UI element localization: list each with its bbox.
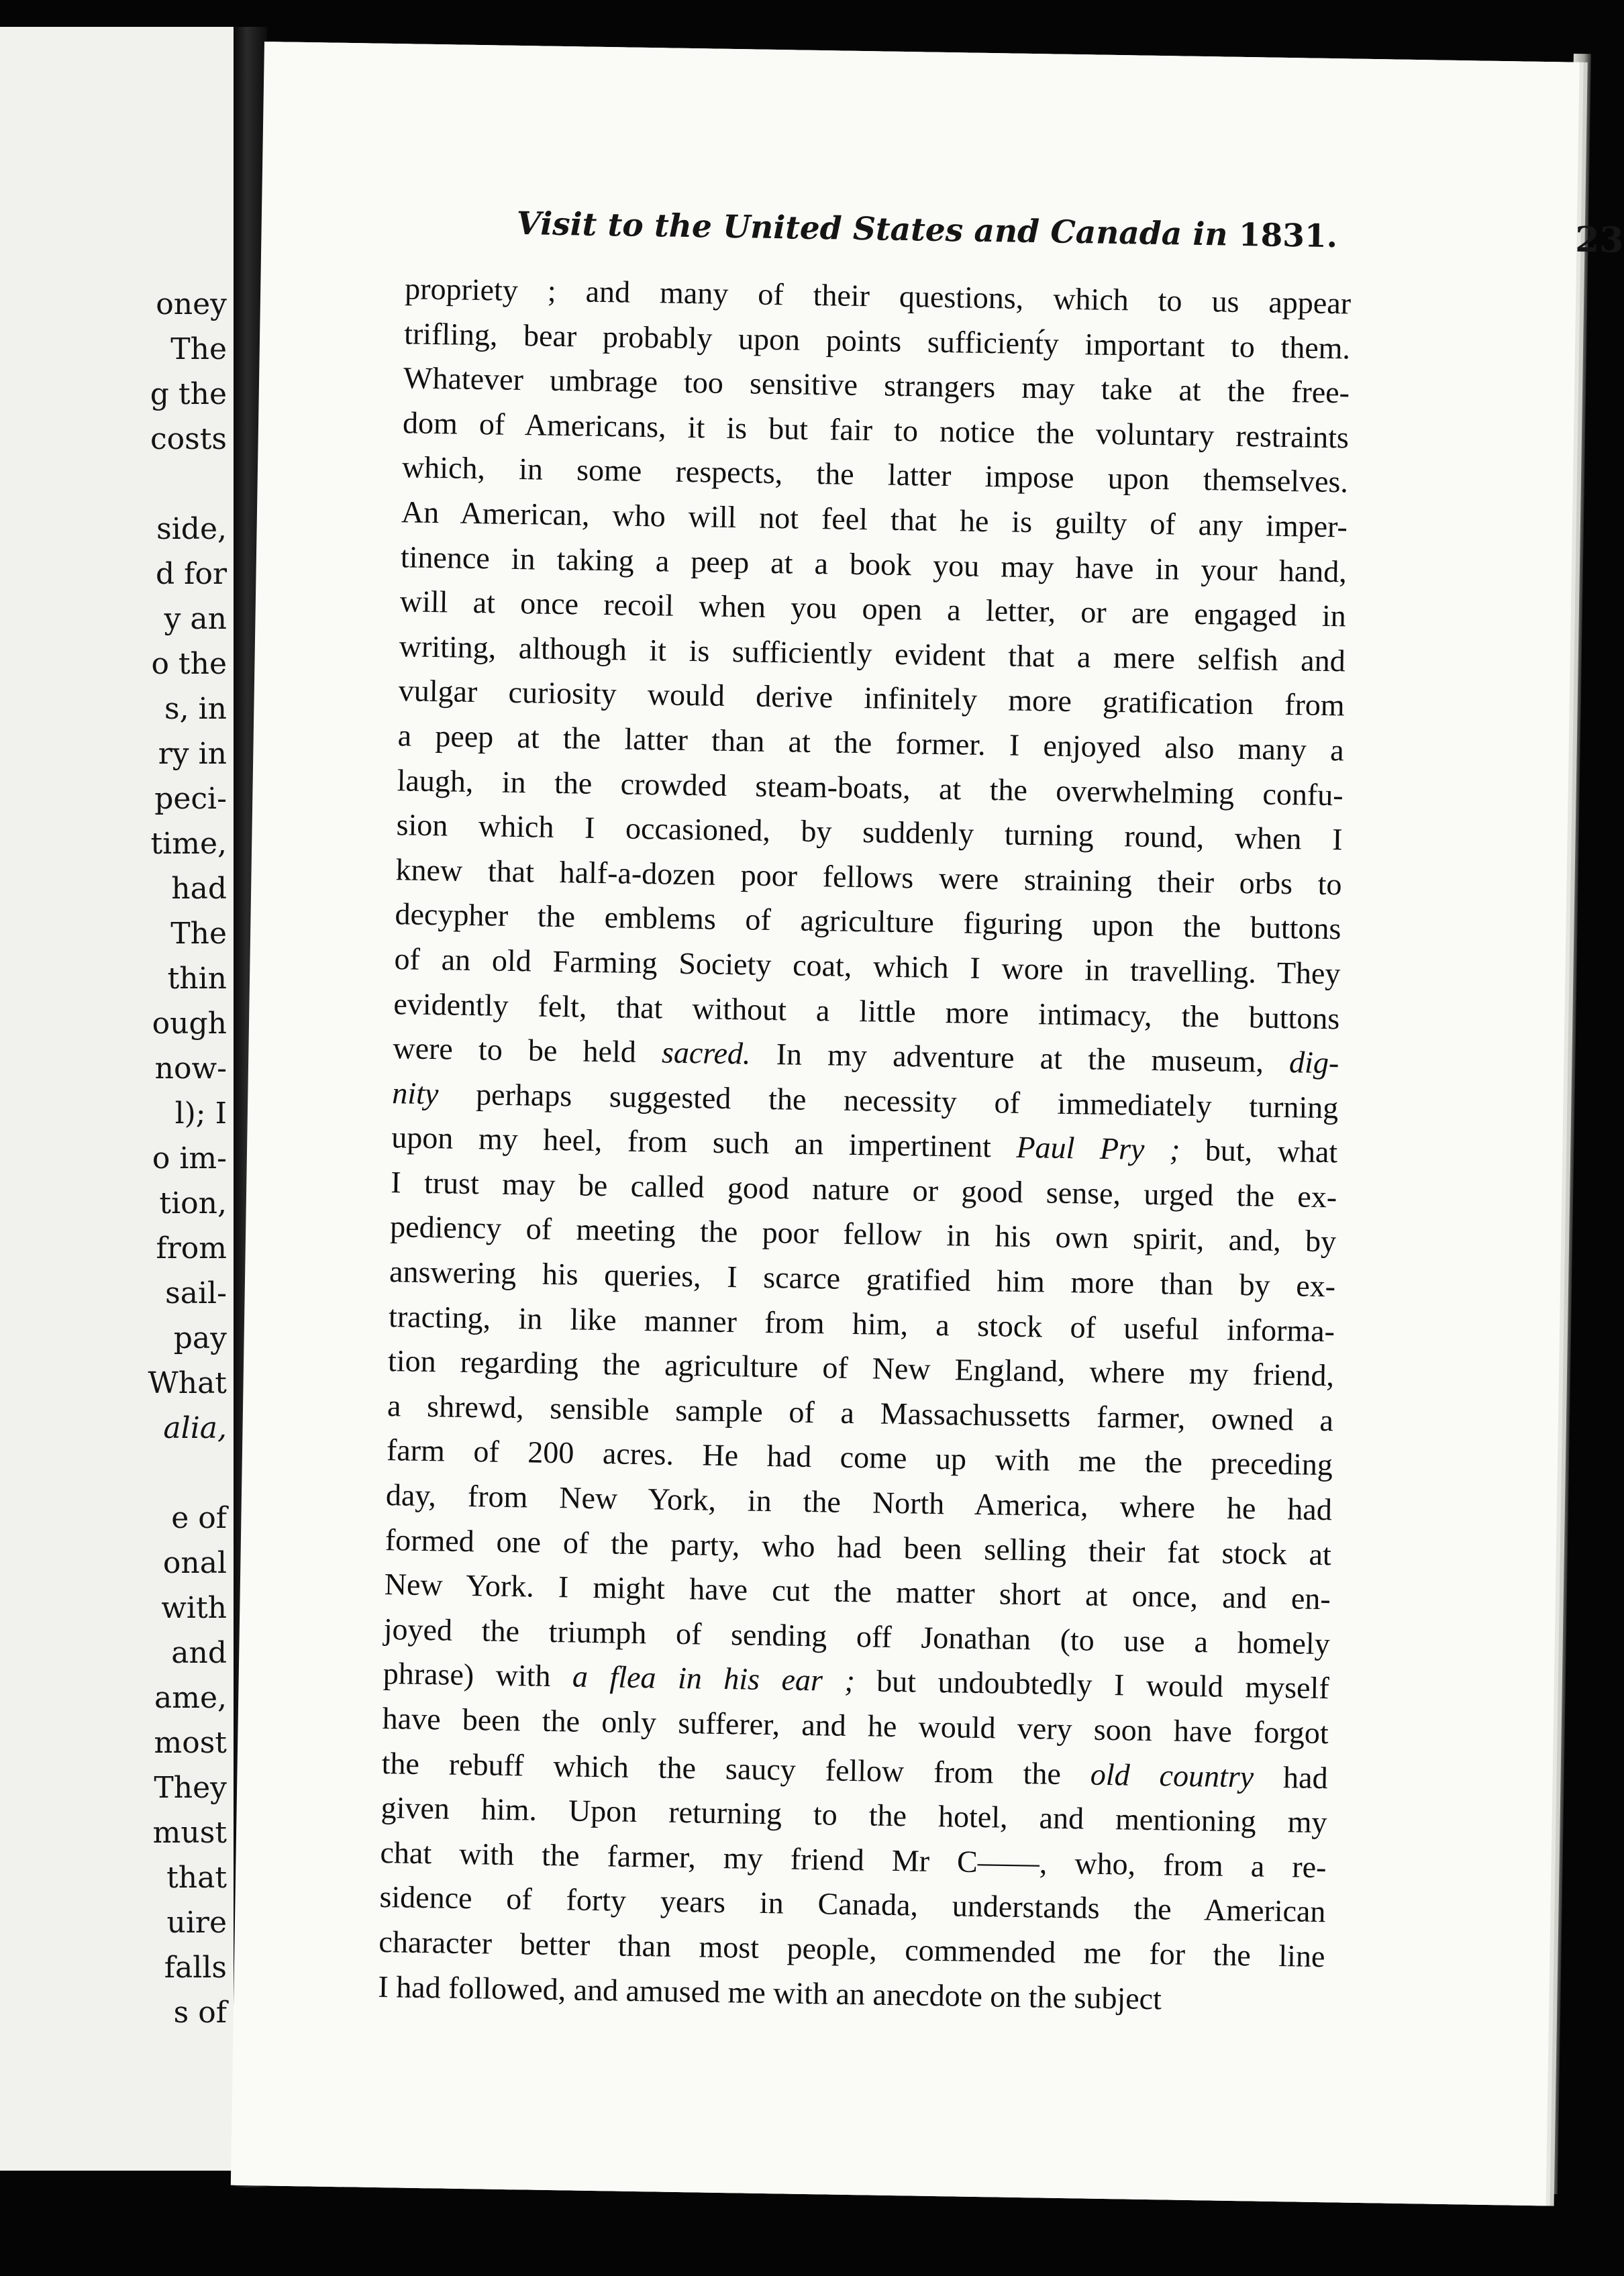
left-page-line: now- [154, 1051, 227, 1086]
left-page-line: most [154, 1726, 227, 1760]
left-page-line: o im- [152, 1141, 227, 1176]
italic-text: sacred. [661, 1035, 751, 1071]
left-page-line: l); I [174, 1096, 227, 1131]
body-text [378, 266, 1352, 2024]
text-segment: I trust may be called good nature or good sense, urged the ex- [390, 1165, 1337, 1214]
text-segment: the rebuff which the saucy fellow from the [381, 1745, 1091, 1792]
left-page-line: alia, [163, 1411, 227, 1445]
italic-text: dig- [1288, 1045, 1339, 1080]
text-segment: which, in some respects, the latter impose upon themselves. [401, 450, 1349, 499]
text-segment: a shrewd, sensible sample of a Massachussetts farmer, owned a [387, 1388, 1334, 1438]
left-page-line [0, 1451, 234, 1496]
text-segment: day, from New York, in the North America, where he had [385, 1478, 1333, 1527]
left-page-line [0, 462, 234, 507]
text-segment: of an old Farming Society coat, which I wore in travelling. They [394, 941, 1341, 991]
left-page-line: peci- [154, 782, 227, 816]
left-page-line: from [156, 1231, 227, 1265]
left-page-line: What [148, 1366, 227, 1400]
left-page-line: pay [173, 1321, 227, 1355]
left-page-line: y an [164, 602, 227, 636]
text-segment: tinence in taking a peep at a book you may have in your hand, [400, 539, 1348, 588]
text-segment: laugh, in the crowded steam-boats, at the overwhelming confu- [397, 762, 1343, 812]
left-page-line: uire [166, 1906, 227, 1940]
left-page-line: The [170, 332, 227, 366]
text-segment: knew that half-a-dozen poor fellows were straining their orbs to [395, 851, 1342, 902]
text-segment: phrase) with [383, 1656, 573, 1694]
page-number: 23 [1574, 219, 1624, 261]
left-page-line: side, [156, 512, 227, 546]
left-page-line: ough [152, 1006, 227, 1041]
text-segment: New York. I might have cut the matter short at once, and en- [384, 1567, 1331, 1616]
text-segment: but undoubtedly I would myself [854, 1663, 1330, 1706]
left-page-line: thin [167, 962, 227, 996]
text-segment: answering his queries, I scarce gratified him more than by ex- [389, 1254, 1336, 1304]
left-page-line: costs [150, 422, 227, 456]
italic-text: Paul Pry ; [1016, 1130, 1180, 1167]
left-page-line: had [171, 872, 227, 906]
italic-text: nity [392, 1075, 439, 1110]
running-title-text: Visit to the United States and Canada in [516, 205, 1239, 254]
left-page-line: tion, [159, 1186, 227, 1221]
left-page-text [0, 282, 234, 2035]
text-segment: In my adventure at the museum, [750, 1036, 1290, 1080]
left-page-line: s, in [164, 692, 227, 726]
left-page-line: e of [171, 1501, 227, 1535]
text-segment: An American, who will not feel that he is guilty of any imper- [401, 495, 1348, 544]
text-segment: chat with the farmer, my friend Mr C——, who, from a re- [380, 1834, 1327, 1884]
italic-text: a flea in his ear ; [572, 1659, 856, 1698]
text-segment: propriety ; and many of their questions, which to us appear [404, 271, 1352, 321]
text-segment: a peep at the latter than at the former. I enjoyed also many a [397, 718, 1345, 768]
text-segment: had [1253, 1759, 1328, 1795]
left-page-line: with [161, 1591, 227, 1625]
italic-text: old country [1090, 1757, 1254, 1794]
text-segment: evidently felt, that without a little more intimacy, the buttons [393, 986, 1340, 1035]
left-page-line: and [171, 1636, 227, 1670]
left-page-line: sail- [165, 1276, 227, 1310]
right-page [231, 42, 1624, 2206]
left-page-line: ame, [154, 1681, 227, 1715]
left-page-line: ry in [158, 737, 227, 771]
left-page-fragment [0, 27, 238, 2171]
running-year: 1831. [1238, 216, 1338, 256]
text-segment: will at once recoil when you open a letter, or are engaged in [399, 584, 1347, 633]
text-segment: tracting, in like manner from him, a stock of useful informa- [388, 1298, 1335, 1348]
left-page-line: The [170, 917, 227, 951]
text-segment: have been the only sufferer, and he would very soon have forgot [382, 1701, 1329, 1751]
text-segment: tion regarding the agriculture of New England, where my friend, [387, 1343, 1335, 1393]
left-page-line: falls [164, 1951, 227, 1985]
text-segment: but, what [1179, 1132, 1338, 1170]
left-page-line: onal [162, 1546, 227, 1580]
left-page-line: must [152, 1816, 227, 1850]
text-segment: sion which I occasioned, by suddenly turning round, when I [396, 807, 1343, 857]
running-title [516, 205, 1337, 255]
text-segment: sidence of forty years in Canada, understands the American [379, 1879, 1326, 1929]
text-segment: were to be held [393, 1031, 662, 1070]
text-segment: perhaps suggested the necessity of immediately turning [438, 1076, 1339, 1125]
text-segment: vulgar curiosity would derive infinitely more gratification from [398, 673, 1346, 723]
text-segment: writing, although it is sufficiently evident that a mere selfish and [399, 629, 1346, 678]
text-segment: upon my heel, from such an impertinent [391, 1120, 1017, 1165]
text-segment: Whatever umbrage too sensitive strangers may take at the free- [403, 360, 1350, 410]
left-page-line: oney [156, 287, 227, 321]
left-page-line: that [166, 1861, 227, 1895]
text-segment: character better than most people, commended me for the line [378, 1924, 1325, 1974]
text-segment: formed one of the party, who had been selling their fat stock at [385, 1522, 1332, 1571]
left-page-line: g the [150, 377, 227, 411]
text-segment: trifling, bear probably upon points sufficient́y important to them. [403, 315, 1351, 366]
text-segment: given him. Upon returning to the hotel, and mentioning my [380, 1790, 1327, 1840]
text-segment: decypher the emblems of agriculture figuring upon the buttons [395, 896, 1341, 946]
left-page-line: They [154, 1771, 227, 1805]
text-segment: farm of 200 acres. He had come up with me the preceding [386, 1433, 1333, 1482]
left-page-line: s of [173, 1996, 227, 2030]
text-segment: I had followed, and amused me with an anecdote on the subject [378, 1969, 1162, 2016]
left-page-line: d for [156, 557, 227, 591]
text-segment: dom of Americans, it is but fair to notice the voluntary restraints [402, 405, 1350, 455]
text-segment: joyed the triumph of sending off Jonathan (to use a homely [383, 1611, 1331, 1661]
left-page-line: time, [150, 827, 227, 861]
text-segment: pediency of meeting the poor fellow in his own spirit, and, by [389, 1209, 1337, 1259]
left-page-line: o the [151, 647, 227, 681]
